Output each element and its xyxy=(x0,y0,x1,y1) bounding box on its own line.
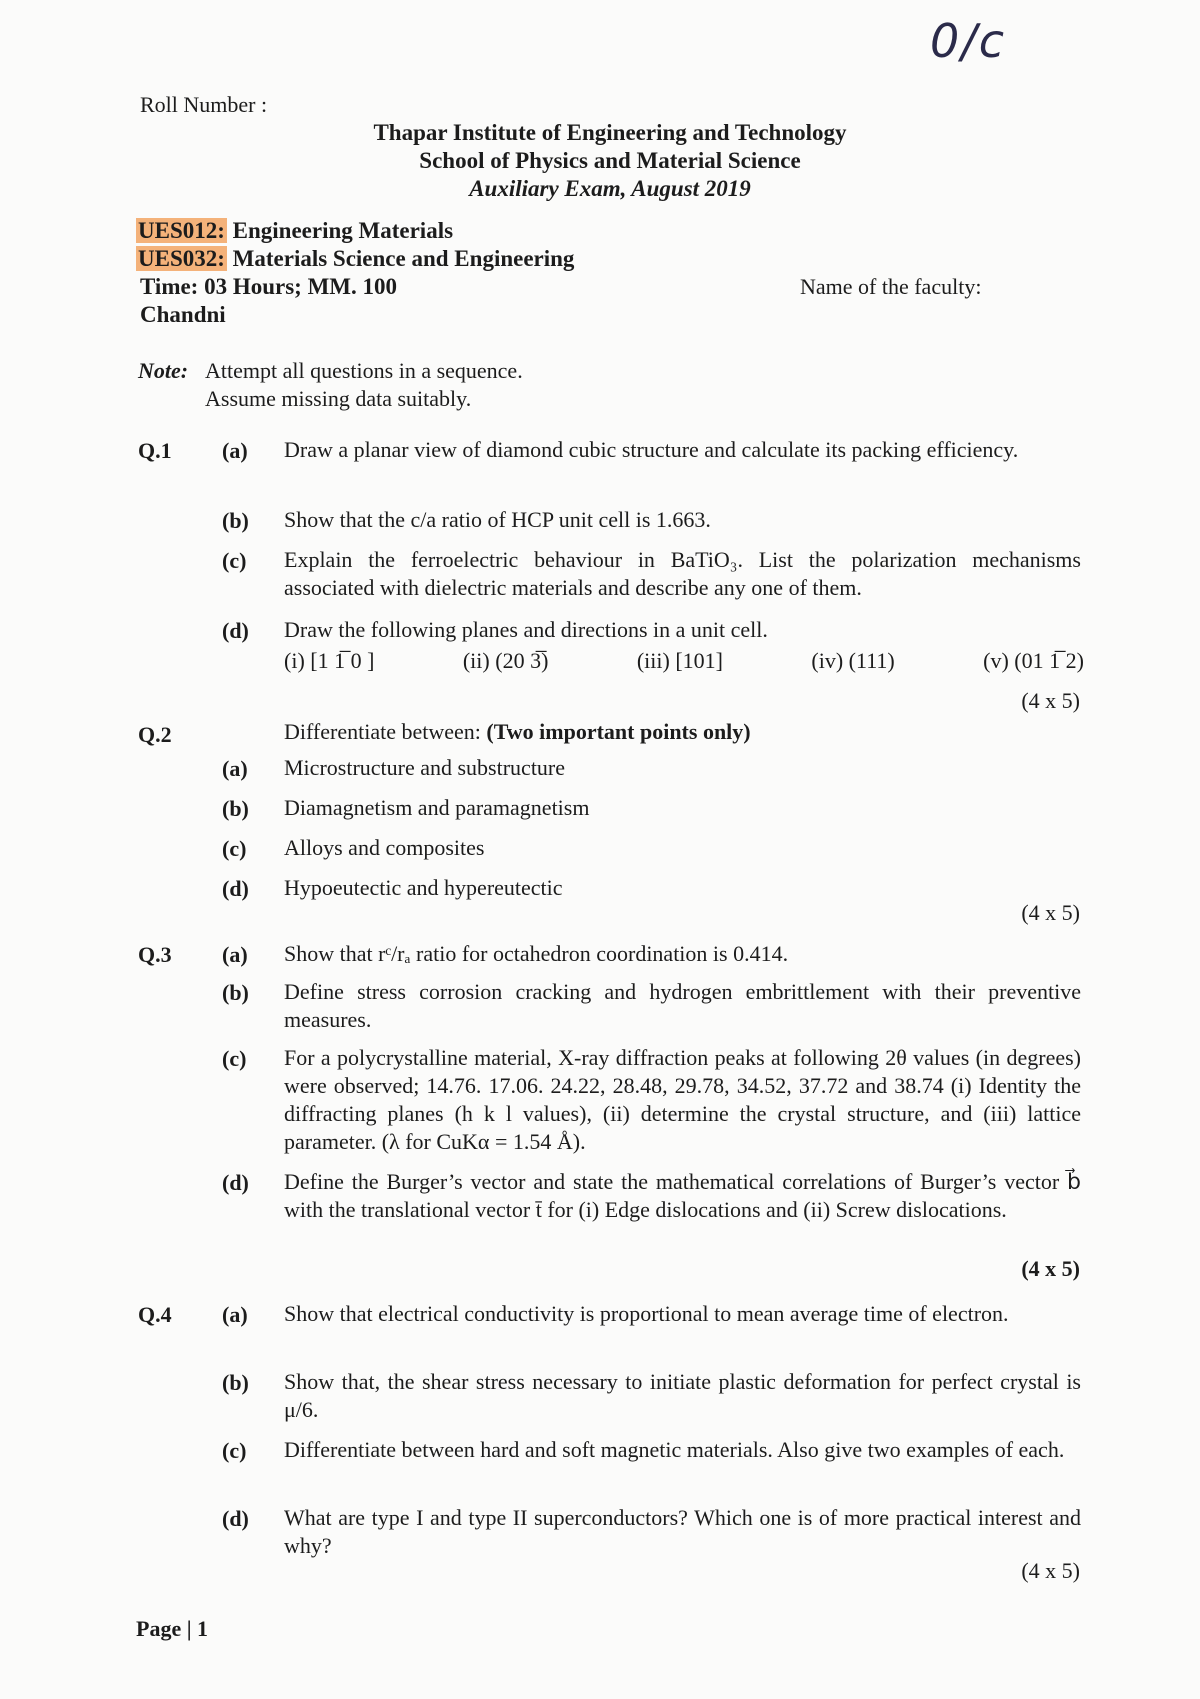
question-text: Draw a planar view of diamond cubic structure and calculate its packing efficiency. xyxy=(284,437,1019,462)
question-text: Draw the following planes and directions in a unit cell. xyxy=(284,617,768,642)
question-text: What are type I and type II superconductors? Which one is of more practical interest and why? xyxy=(284,1505,1081,1558)
marks-label: (4 x 5) xyxy=(1021,1256,1080,1281)
part-label: (c) xyxy=(222,836,247,861)
question-text: Define the Burger’s vector and state the mathematical correlations of Burger’s vector b⃗ with the translational vector t̄ for (i) Edge dislocations and (ii) Screw dislocations. xyxy=(284,1169,1081,1222)
part-label: (d) xyxy=(222,876,249,901)
miller-index: (ii) (20 3̅) xyxy=(462,648,549,673)
question-text: Diamagnetism and paramagnetism xyxy=(284,795,590,820)
part-label: (a) xyxy=(222,756,248,781)
part-label: (d) xyxy=(222,618,249,643)
course-name-2: Materials Science and Engineering xyxy=(232,246,575,271)
note-line-1: Attempt all questions in a sequence. xyxy=(205,358,523,383)
question-number: Q.1 xyxy=(138,438,172,463)
course-name-1: Engineering Materials xyxy=(232,218,454,243)
question-text: For a polycrystalline material, X-ray diffraction peaks at following 2θ values (in degrees) were observed; 14.76. 17.06. 24.22, 28.48, 29.78, 34.52, 37.72 and 38.74 (i) Identity the diffracting planes (h k l values), (ii) determine the crystal structure, and (iii) lattice parameter. (λ for CuKα = 1.54 Å). xyxy=(284,1045,1081,1154)
part-label: (b) xyxy=(222,508,249,533)
question-text: Differentiate between hard and soft magnetic materials. Also give two examples of each. xyxy=(284,1437,1065,1462)
question-text: Show that electrical conductivity is proportional to mean average time of electron. xyxy=(284,1301,1009,1326)
miller-index: (i) [1 1̅ 0 ] xyxy=(284,648,375,673)
question-text: Explain the ferroelectric behaviour in BaTiO₃. List the polarization mechanisms associated with dielectric materials and describe any one of them. xyxy=(284,547,1081,600)
part-label: (c) xyxy=(222,1438,247,1463)
question-text: Show that, the shear stress necessary to initiate plastic deformation for perfect crystal is μ/6. xyxy=(284,1369,1081,1422)
intro-text: Differentiate between: xyxy=(284,719,481,744)
course-code-2: UES032: xyxy=(138,246,225,271)
faculty-name: Chandni xyxy=(140,302,226,327)
exam-title: Auxiliary Exam, August 2019 xyxy=(469,176,751,201)
course-line-2 xyxy=(140,246,574,272)
miller-index: (v) (01 1̅ 2) xyxy=(983,648,1084,673)
question-text: Alloys and composites xyxy=(284,835,485,860)
question-text: Hypoeutectic and hypereutectic xyxy=(284,875,563,900)
question-number: Q.3 xyxy=(138,942,172,967)
miller-indices-row xyxy=(284,648,1084,674)
miller-index: (iv) (111) xyxy=(811,648,895,673)
part-label: (b) xyxy=(222,1370,249,1395)
part-label: (d) xyxy=(222,1506,249,1531)
part-label: (b) xyxy=(222,980,249,1005)
exam-time: Time: 03 Hours; MM. 100 xyxy=(140,274,398,299)
part-label: (c) xyxy=(222,548,247,573)
handwritten-mark: 0/c xyxy=(930,14,1007,68)
school-name: School of Physics and Material Science xyxy=(419,148,801,173)
part-label: (a) xyxy=(222,1302,248,1327)
question-text: Define stress corrosion cracking and hydrogen embrittlement with their preventive measures. xyxy=(284,979,1081,1032)
question-intro xyxy=(284,718,1081,746)
note-label: Note: xyxy=(138,358,189,383)
marks-label: (4 x 5) xyxy=(1021,688,1080,713)
course-code-1: UES012: xyxy=(138,218,225,243)
part-label: (a) xyxy=(222,942,248,967)
course-line-1 xyxy=(140,218,453,244)
question-text: Show that the c/a ratio of HCP unit cell is 1.663. xyxy=(284,507,711,532)
marks-label: (4 x 5) xyxy=(1021,1558,1080,1583)
marks-label: (4 x 5) xyxy=(1021,900,1080,925)
institute-name: Thapar Institute of Engineering and Technology xyxy=(373,120,847,145)
question-number: Q.2 xyxy=(138,722,172,747)
miller-index: (iii) [101] xyxy=(636,648,723,673)
intro-bold-text: (Two important points only) xyxy=(486,719,751,744)
part-label: (c) xyxy=(222,1046,247,1071)
question-number: Q.4 xyxy=(138,1302,172,1327)
part-label: (a) xyxy=(222,438,248,463)
question-text: Show that rᶜ/rₐ ratio for octahedron coordination is 0.414. xyxy=(284,941,789,966)
roll-number-label: Roll Number : xyxy=(140,92,268,117)
question-text: Microstructure and substructure xyxy=(284,755,566,780)
note-line-2: Assume missing data suitably. xyxy=(205,386,472,411)
faculty-label: Name of the faculty: xyxy=(800,274,982,299)
part-label: (b) xyxy=(222,796,249,821)
page-number: Page | 1 xyxy=(136,1616,209,1641)
part-label: (d) xyxy=(222,1170,249,1195)
